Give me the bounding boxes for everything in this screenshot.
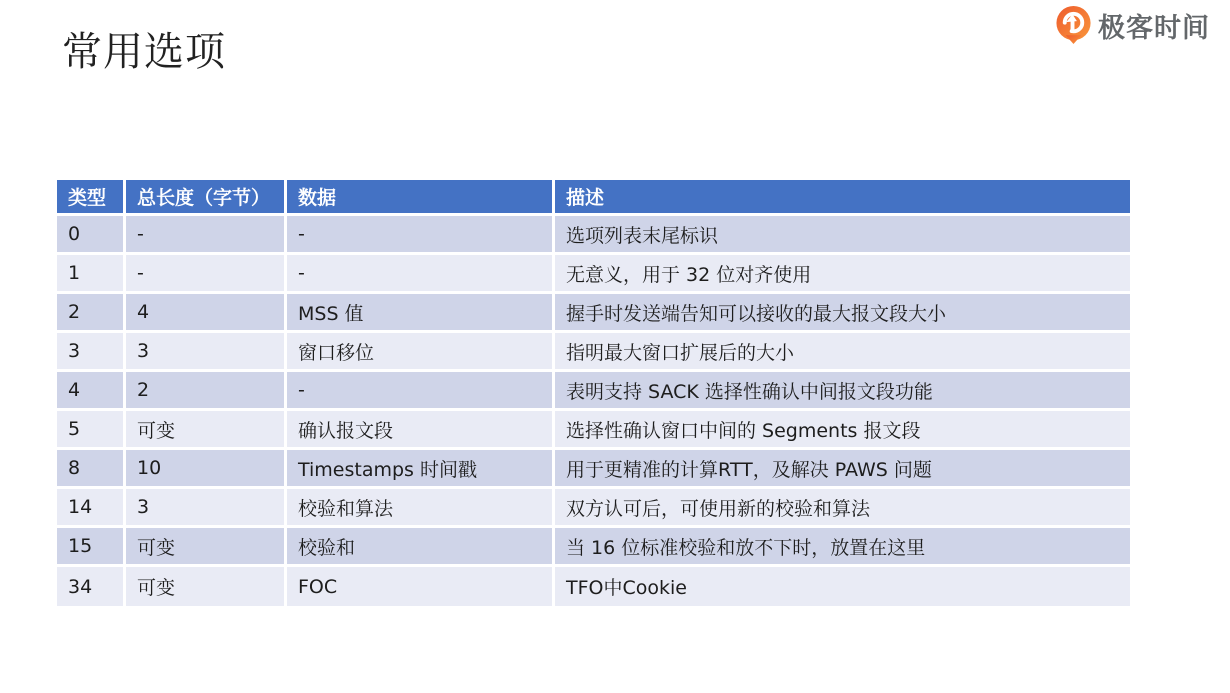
table-cell: -	[287, 255, 555, 294]
table-row	[57, 450, 1130, 489]
table-cell: 可变	[126, 528, 287, 567]
table-cell: -	[287, 372, 555, 411]
table-cell: 10	[126, 450, 287, 489]
table-cell: 当 16 位标准校验和放不下时，放置在这里	[555, 528, 1130, 567]
table-cell: Timestamps 时间戳	[287, 450, 555, 489]
table-cell: 可变	[126, 411, 287, 450]
table-cell: 2	[57, 294, 126, 333]
table-cell: 15	[57, 528, 126, 567]
table-cell: 4	[57, 372, 126, 411]
table-cell: 5	[57, 411, 126, 450]
table-cell: 用于更精准的计算RTT，及解决 PAWS 问题	[555, 450, 1130, 489]
table-cell: 握手时发送端告知可以接收的最大报文段大小	[555, 294, 1130, 333]
table-row	[57, 294, 1130, 333]
table-row	[57, 255, 1130, 294]
table-cell: 2	[126, 372, 287, 411]
table-cell: 双方认可后，可使用新的校验和算法	[555, 489, 1130, 528]
column-header-type: 类型	[57, 180, 126, 216]
table-cell: TFO中Cookie	[555, 567, 1130, 606]
table-cell: MSS 值	[287, 294, 555, 333]
table-cell: 14	[57, 489, 126, 528]
column-header-data: 数据	[287, 180, 555, 216]
table-cell: 选项列表末尾标识	[555, 216, 1130, 255]
table-cell: FOC	[287, 567, 555, 606]
table-cell: 3	[126, 333, 287, 372]
table-cell: 选择性确认窗口中间的 Segments 报文段	[555, 411, 1130, 450]
table-row	[57, 567, 1130, 606]
geektime-logo-text: 极客时间	[1098, 12, 1210, 44]
table-row	[57, 528, 1130, 567]
table-cell: -	[126, 255, 287, 294]
table-cell: 指明最大窗口扩展后的大小	[555, 333, 1130, 372]
table-cell: 可变	[126, 567, 287, 606]
column-header-description: 描述	[555, 180, 1130, 216]
table-cell: 表明支持 SACK 选择性确认中间报文段功能	[555, 372, 1130, 411]
table-row	[57, 411, 1130, 450]
table-cell: 窗口移位	[287, 333, 555, 372]
page-title: 常用选项	[62, 29, 226, 75]
table-cell: -	[126, 216, 287, 255]
table-cell: 确认报文段	[287, 411, 555, 450]
column-header-length: 总长度（字节）	[126, 180, 287, 216]
geektime-logo-icon	[1054, 5, 1093, 45]
table-header-row	[57, 180, 1130, 216]
table-cell: 0	[57, 216, 126, 255]
table-cell: 8	[57, 450, 126, 489]
table-cell: 无意义，用于 32 位对齐使用	[555, 255, 1130, 294]
table-cell: 4	[126, 294, 287, 333]
table-cell: 3	[126, 489, 287, 528]
options-table	[57, 180, 1130, 606]
table-cell: 3	[57, 333, 126, 372]
table-cell: 校验和算法	[287, 489, 555, 528]
table-cell: -	[287, 216, 555, 255]
options-table-body	[57, 216, 1130, 606]
table-row	[57, 216, 1130, 255]
table-cell: 34	[57, 567, 126, 606]
table-row	[57, 333, 1130, 372]
table-cell: 1	[57, 255, 126, 294]
table-row	[57, 372, 1130, 411]
geektime-logo	[1054, 5, 1210, 45]
table-cell: 校验和	[287, 528, 555, 567]
table-row	[57, 489, 1130, 528]
